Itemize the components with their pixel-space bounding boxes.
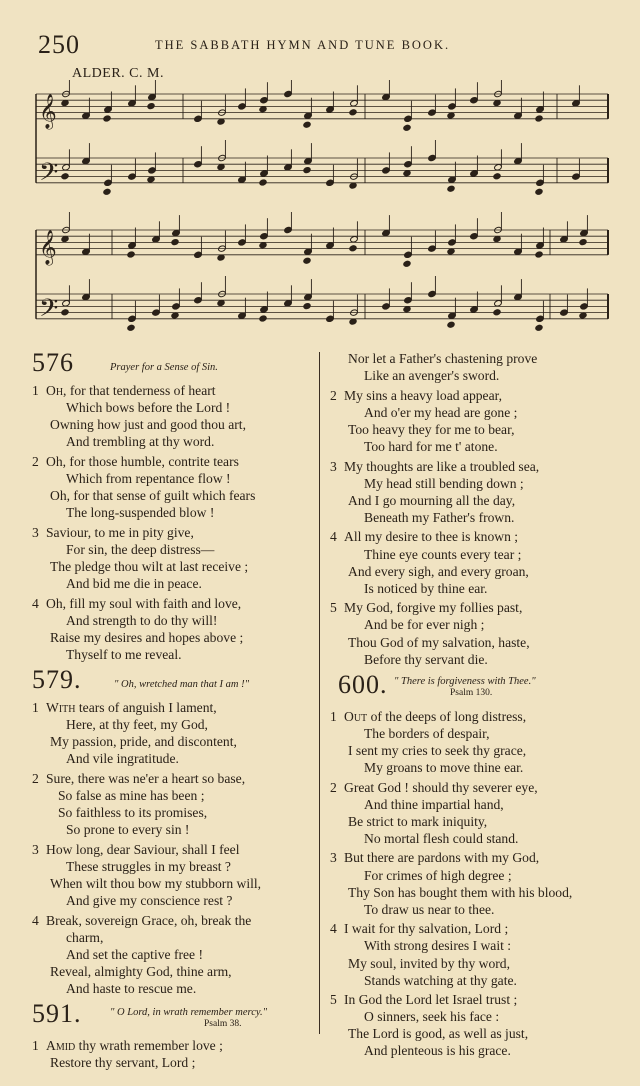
verse-line: But there are pardons with my God, — [344, 850, 540, 866]
verse-number: 4 — [32, 912, 39, 928]
verse-line: Reveal, almighty God, thine arm, — [50, 963, 232, 979]
verse — [330, 779, 630, 847]
verse-line: Thou God of my salvation, haste, — [348, 634, 530, 650]
verse-line: Like an avenger's sword. — [364, 368, 500, 384]
verse-first-word: Out — [344, 708, 368, 724]
verse-line: These struggles in my breast ? — [66, 858, 231, 874]
verse-first-word: Oh, — [46, 383, 67, 398]
verse-line: My passion, pride, and discontent, — [50, 734, 237, 750]
verse-line: O sinners, seek his face : — [364, 1009, 500, 1025]
note-head — [127, 324, 135, 331]
verse — [330, 458, 630, 526]
verse-line: Too heavy they for me to bear, — [348, 421, 515, 437]
verse — [32, 595, 322, 663]
verse — [330, 708, 630, 776]
verse — [32, 382, 322, 450]
hymn-number: 600. — [338, 669, 388, 699]
note-head — [535, 115, 543, 122]
right-column — [330, 350, 630, 1060]
verse-number: 1 — [32, 1038, 39, 1054]
verse — [32, 1037, 322, 1071]
verse-line: Nor let a Father's chastening prove — [348, 351, 538, 366]
verse-line: I wait for thy salvation, Lord ; — [344, 921, 509, 937]
verse-line: And set the captive free ! — [66, 946, 204, 962]
verse-line: When wilt thou bow my stubborn will, — [50, 875, 262, 891]
hymn-number: 579. — [32, 665, 82, 694]
verse-line: For crimes of high degree ; — [364, 867, 512, 883]
running-head: THE SABBATH HYMN AND TUNE BOOK. — [155, 38, 451, 52]
verse-line: My groans to move thine ear. — [364, 759, 524, 775]
verse-line: The Lord is good, as well as just, — [348, 1026, 529, 1042]
bass-clef-icon: 𝄢 — [39, 293, 59, 329]
note-head — [61, 173, 69, 180]
verse-line: My thoughts are like a troubled sea, — [344, 458, 540, 474]
verse-line: And I go mourning all the day, — [348, 492, 516, 508]
verse-line: So false as mine has been ; — [58, 787, 205, 803]
verse-number: 2 — [32, 453, 39, 469]
hymn-591 — [32, 1001, 322, 1071]
verse-number: 4 — [330, 529, 337, 545]
verse-line: In God the Lord let Israel trust ; — [344, 992, 518, 1008]
verse-line: of the deeps of long distress, — [370, 708, 527, 724]
note-head — [349, 109, 357, 116]
hymn-576 — [32, 350, 322, 663]
verse-number: 2 — [330, 387, 337, 403]
verse-line: And haste to rescue me. — [66, 981, 197, 996]
verse — [330, 528, 630, 596]
verse-line: Oh, fill my soul with faith and love, — [46, 595, 242, 611]
hymn-source: Psalm 38. — [204, 1019, 242, 1030]
verse-line: thy wrath remember love ; — [78, 1038, 223, 1054]
verse-line: My sins a heavy load appear, — [344, 387, 503, 403]
verse-line: How long, dear Saviour, shall I feel — [46, 841, 240, 857]
note-head — [535, 188, 543, 195]
verse-line: Too hard for me t' atone. — [364, 438, 498, 454]
tune-name: ALDER. C. M. — [72, 66, 164, 81]
verse-line: And be for ever nigh ; — [364, 617, 485, 633]
verse-line: With strong desires I wait : — [364, 938, 512, 954]
left-column — [32, 350, 322, 1071]
verse-line: So faithless to its promises, — [58, 805, 208, 821]
verse-number: 5 — [330, 992, 337, 1008]
verse-line: My head still bending down ; — [364, 475, 524, 491]
note-head — [493, 309, 501, 316]
verse-line: Great God ! should thy severer eye, — [344, 779, 538, 795]
bass-clef-icon: 𝄢 — [39, 157, 59, 193]
note-head — [303, 303, 311, 310]
verse-first-word: Amid — [46, 1038, 76, 1054]
verse-line: Thy Son has bought them with his blood, — [348, 884, 573, 900]
hymn-title: Prayer for a Sense of Sin. — [110, 362, 218, 373]
verse-number: 2 — [330, 779, 337, 795]
note-head — [349, 245, 357, 252]
verse — [330, 849, 630, 917]
page-number: 250 — [38, 30, 80, 59]
verse-line: Is noticed by thine ear. — [364, 580, 488, 596]
verse-line: And bid me die in peace. — [66, 576, 202, 592]
verse-line: tears of anguish I lament, — [78, 700, 217, 715]
verse-line: Break, sovereign Grace, oh, break the — [46, 912, 252, 928]
hymn-600 — [330, 669, 630, 1060]
verse — [330, 599, 630, 667]
note-head — [171, 239, 179, 246]
verse-line: No mortal flesh could stand. — [364, 830, 519, 846]
treble-clef-icon: 𝄞 — [39, 93, 57, 129]
hymn-591-continued — [330, 350, 630, 668]
note-head — [535, 251, 543, 258]
note-head — [579, 239, 587, 246]
note-head — [447, 321, 455, 328]
verse-line: For sin, the deep distress— — [66, 541, 215, 557]
verse-line: Raise my desires and hopes above ; — [50, 629, 244, 645]
hymn-source: Psalm 130. — [450, 687, 493, 698]
verse — [330, 991, 630, 1059]
verse-line: Beneath my Father's frown. — [364, 509, 515, 525]
verse-line: Owning how just and good thou art, — [50, 417, 246, 433]
verse-line: Which bows before the Lord ! — [66, 400, 231, 416]
note-head — [259, 179, 267, 186]
note-head — [259, 315, 267, 322]
note-head — [303, 121, 311, 128]
verse-line: Stands watching at thy gate. — [364, 972, 517, 988]
note-head — [147, 103, 155, 110]
verse-line: Oh, for those humble, contrite tears — [46, 453, 239, 469]
hymn-title: " O Lord, in wrath remember mercy." — [110, 1007, 267, 1019]
note-head — [103, 115, 111, 122]
verse-line: Restore thy servant, Lord ; — [50, 1055, 196, 1071]
hymn-number: 576 — [32, 348, 74, 377]
verse-line: The long-suspended blow ! — [66, 505, 215, 521]
music-score — [0, 80, 640, 350]
note-head — [493, 173, 501, 180]
verse-line: Before thy servant die. — [364, 651, 488, 667]
verse-line: The pledge thou wilt at last receive ; — [50, 558, 249, 574]
verse-line: And strength to do thy will! — [66, 612, 218, 628]
verse — [32, 699, 322, 767]
verse-number: 1 — [32, 700, 39, 715]
note-head — [447, 185, 455, 192]
verse — [32, 841, 322, 909]
verse-number: 3 — [330, 850, 337, 866]
verse-line: And o'er my head are gone ; — [364, 404, 518, 420]
verse-number: 3 — [32, 524, 39, 540]
verse-first-word: With — [46, 700, 76, 715]
verse-line: Which from repentance flow ! — [66, 470, 231, 486]
verse-line: So prone to every sin ! — [66, 822, 190, 838]
hymn-number: 591. — [32, 999, 82, 1029]
verse-number: 4 — [330, 921, 337, 937]
treble-clef-icon: 𝄞 — [39, 229, 57, 265]
verse-line: And every sigh, and every groan, — [348, 563, 529, 579]
verse-number: 3 — [32, 841, 39, 857]
verse-line: To draw us near to thee. — [364, 901, 495, 917]
verse-line: charm, — [66, 929, 104, 945]
note-head — [403, 124, 411, 131]
verse-number: 4 — [32, 595, 39, 611]
verse-line: Oh, for that sense of guilt which fears — [50, 488, 256, 504]
verse — [32, 912, 322, 997]
note-head — [103, 188, 111, 195]
verse-line: And thine impartial hand, — [364, 796, 504, 812]
verse-line: My soul, invited by thy word, — [348, 955, 510, 971]
verse-number: 2 — [32, 770, 39, 786]
verse-line: Sure, there was ne'er a heart so base, — [46, 770, 246, 786]
verse-number: 1 — [330, 708, 337, 724]
note-head — [303, 257, 311, 264]
verse-line: All my desire to thee is known ; — [344, 529, 519, 545]
verse-line: Here, at thy feet, my God, — [66, 717, 208, 733]
note-head — [535, 324, 543, 331]
verse-number: 5 — [330, 600, 337, 616]
verse-line: Be strict to mark iniquity, — [348, 813, 488, 829]
verse-line: The borders of despair, — [364, 725, 490, 741]
hymn-title: " There is forgiveness with Thee." — [394, 675, 536, 687]
verse — [330, 387, 630, 455]
note-head — [61, 309, 69, 316]
verse-line: I sent my cries to seek thy grace, — [348, 742, 527, 758]
verse-line: Thyself to me reveal. — [66, 646, 182, 662]
note-head — [303, 167, 311, 174]
verse-line: And plenteous is his grace. — [364, 1043, 511, 1059]
verse — [330, 920, 630, 988]
verse-line: for that tenderness of heart — [69, 383, 216, 398]
note-head — [403, 260, 411, 267]
verse — [32, 770, 322, 838]
hymn-title: " Oh, wretched man that I am !" — [114, 679, 249, 690]
verse-line: And trembling at thy word. — [66, 434, 215, 450]
hymn-579 — [32, 667, 322, 997]
verse-line: And vile ingratitude. — [66, 751, 179, 767]
verse — [32, 524, 322, 592]
verse-line: Thine eye counts every tear ; — [364, 546, 522, 562]
verse-line: My God, forgive my follies past, — [344, 600, 523, 616]
verse-line: And give my conscience rest ? — [66, 893, 233, 909]
note-head — [127, 251, 135, 258]
verse-line: Saviour, to me in pity give, — [46, 524, 194, 540]
verse-number: 3 — [330, 458, 337, 474]
verse — [32, 453, 322, 521]
verse-number: 1 — [32, 383, 39, 398]
